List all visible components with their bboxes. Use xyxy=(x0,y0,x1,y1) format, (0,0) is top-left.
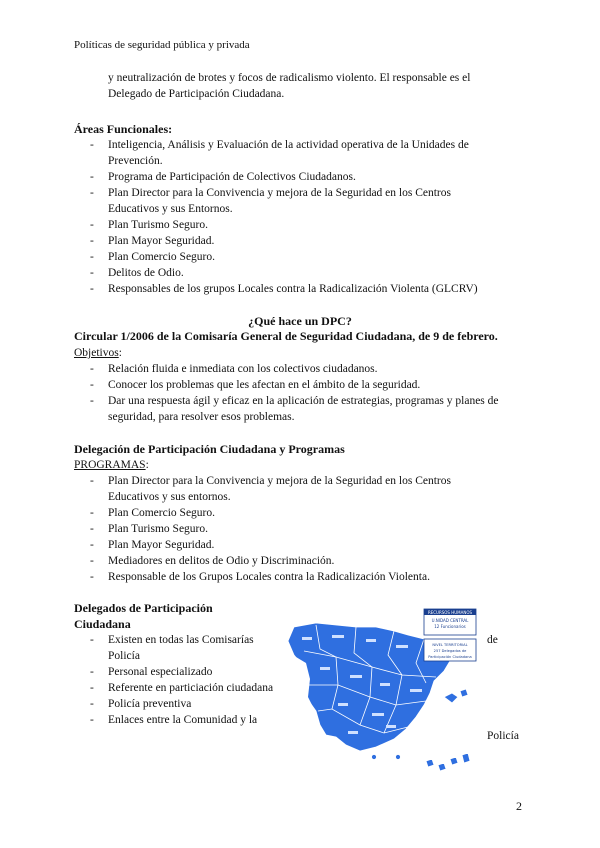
list-item: - Plan Turismo Seguro. xyxy=(74,521,504,537)
intro-line-1: y neutralización de brotes y focos de radicalismo violento. El responsable es el xyxy=(108,72,471,84)
list-item: - Responsable de los Grupos Locales contra la Radicalización Violenta. xyxy=(74,569,504,585)
list-item: - Relación fluida e inmediata con los colectivos ciudadanos. xyxy=(74,361,504,377)
delegacion-heading: Delegación de Participación Ciudadana y Programas xyxy=(74,442,345,456)
list-item: - Plan Director para la Convivencia y mejora de la Seguridad en los Centros Educativos y sus entornos. xyxy=(74,473,504,505)
list-item: - Responsables de los grupos Locales contra la Radicalización Violenta (GLCRV) xyxy=(74,281,504,297)
list-item: - Delitos de Odio. xyxy=(74,265,504,281)
box2-line2: 257 Delegados de xyxy=(433,649,467,653)
list-item: - Enlaces entre la Comunidad y la xyxy=(74,712,274,728)
list-item: - Plan Mayor Seguridad. xyxy=(74,233,504,249)
dpc-question-heading: ¿Qué hace un DPC? xyxy=(248,314,352,328)
delegados-heading-line-1: Delegados de Participación xyxy=(74,601,213,615)
ceuta-melilla-dots xyxy=(372,755,377,760)
intro-paragraph xyxy=(108,70,528,102)
list-item: - Programa de Participación de Colectivos Ciudadanos. xyxy=(74,169,504,185)
objetivos-label-text: Objetivos xyxy=(74,347,119,359)
areas-heading: Áreas Funcionales: xyxy=(74,122,173,136)
box1-line1: RECURSOS HUMANOS xyxy=(427,610,473,615)
list-item: - Plan Turismo Seguro. xyxy=(74,217,504,233)
list-item-line: Policía xyxy=(108,650,140,662)
list-item: - Personal especializado xyxy=(74,664,274,680)
programas-label: PROGRAMAS: xyxy=(74,459,149,471)
ceuta-melilla-dots-2 xyxy=(396,755,401,760)
objetivos-list xyxy=(74,361,504,425)
list-item-line: - Existen en todas las Comisarías xyxy=(108,634,254,646)
box2-line3: Participación Ciudadana xyxy=(428,655,472,659)
box2-line1: NIVEL TERRITORIAL xyxy=(432,643,468,647)
page-header: Políticas de seguridad pública y privada xyxy=(74,39,250,51)
spain-delegates-map xyxy=(276,605,480,789)
territorial-info-box xyxy=(424,639,476,661)
circular-heading: Circular 1/2006 de la Comisaría General de Seguridad Ciudadana, de 9 de febrero. xyxy=(74,329,498,343)
objetivos-label: Objetivos: xyxy=(74,347,122,359)
page-number: 2 xyxy=(516,799,522,813)
list-item: - Policía preventiva xyxy=(74,696,274,712)
delegados-heading-line-2: Ciudadana xyxy=(74,617,131,631)
list-item: - Plan Comercio Seguro. xyxy=(74,249,504,265)
list-item: - Referente en particiación ciudadana xyxy=(74,680,274,696)
wrapped-word-de: de xyxy=(487,634,498,646)
list-item: - Plan Comercio Seguro. xyxy=(74,505,504,521)
wrapped-word-policia: Policía xyxy=(487,730,519,742)
list-item: - Plan Director para la Convivencia y mejora de la Seguridad en los Centros Educativos y sus Entornos. xyxy=(74,185,504,217)
list-item: - Conocer los problemas que les afectan en el ámbito de la seguridad. xyxy=(74,377,504,393)
list-item: - Inteligencia, Análisis y Evaluación de la actividad operativa de la Unidades de Prevención. xyxy=(74,137,504,169)
list-item xyxy=(74,632,274,664)
programas-label-text: PROGRAMAS xyxy=(74,459,146,471)
programas-list xyxy=(74,473,504,585)
delegados-heading xyxy=(74,600,234,632)
list-item: - Dar una respuesta ágil y eficaz en la aplicación de estrategias, programas y planes de seguridad, para resolver esos problemas. xyxy=(74,393,504,425)
delegados-list xyxy=(74,632,274,728)
box1-line3: 12 Funcionarios xyxy=(434,624,466,629)
box1-line2: U.NIDAD CENTRAL xyxy=(431,618,469,623)
list-item: - Mediadores en delitos de Odio y Discriminación. xyxy=(74,553,504,569)
areas-list xyxy=(74,137,504,297)
list-item: - Plan Mayor Seguridad. xyxy=(74,537,504,553)
intro-line-2: Delegado de Participación Ciudadana. xyxy=(108,88,285,100)
resources-info-box xyxy=(424,609,476,635)
